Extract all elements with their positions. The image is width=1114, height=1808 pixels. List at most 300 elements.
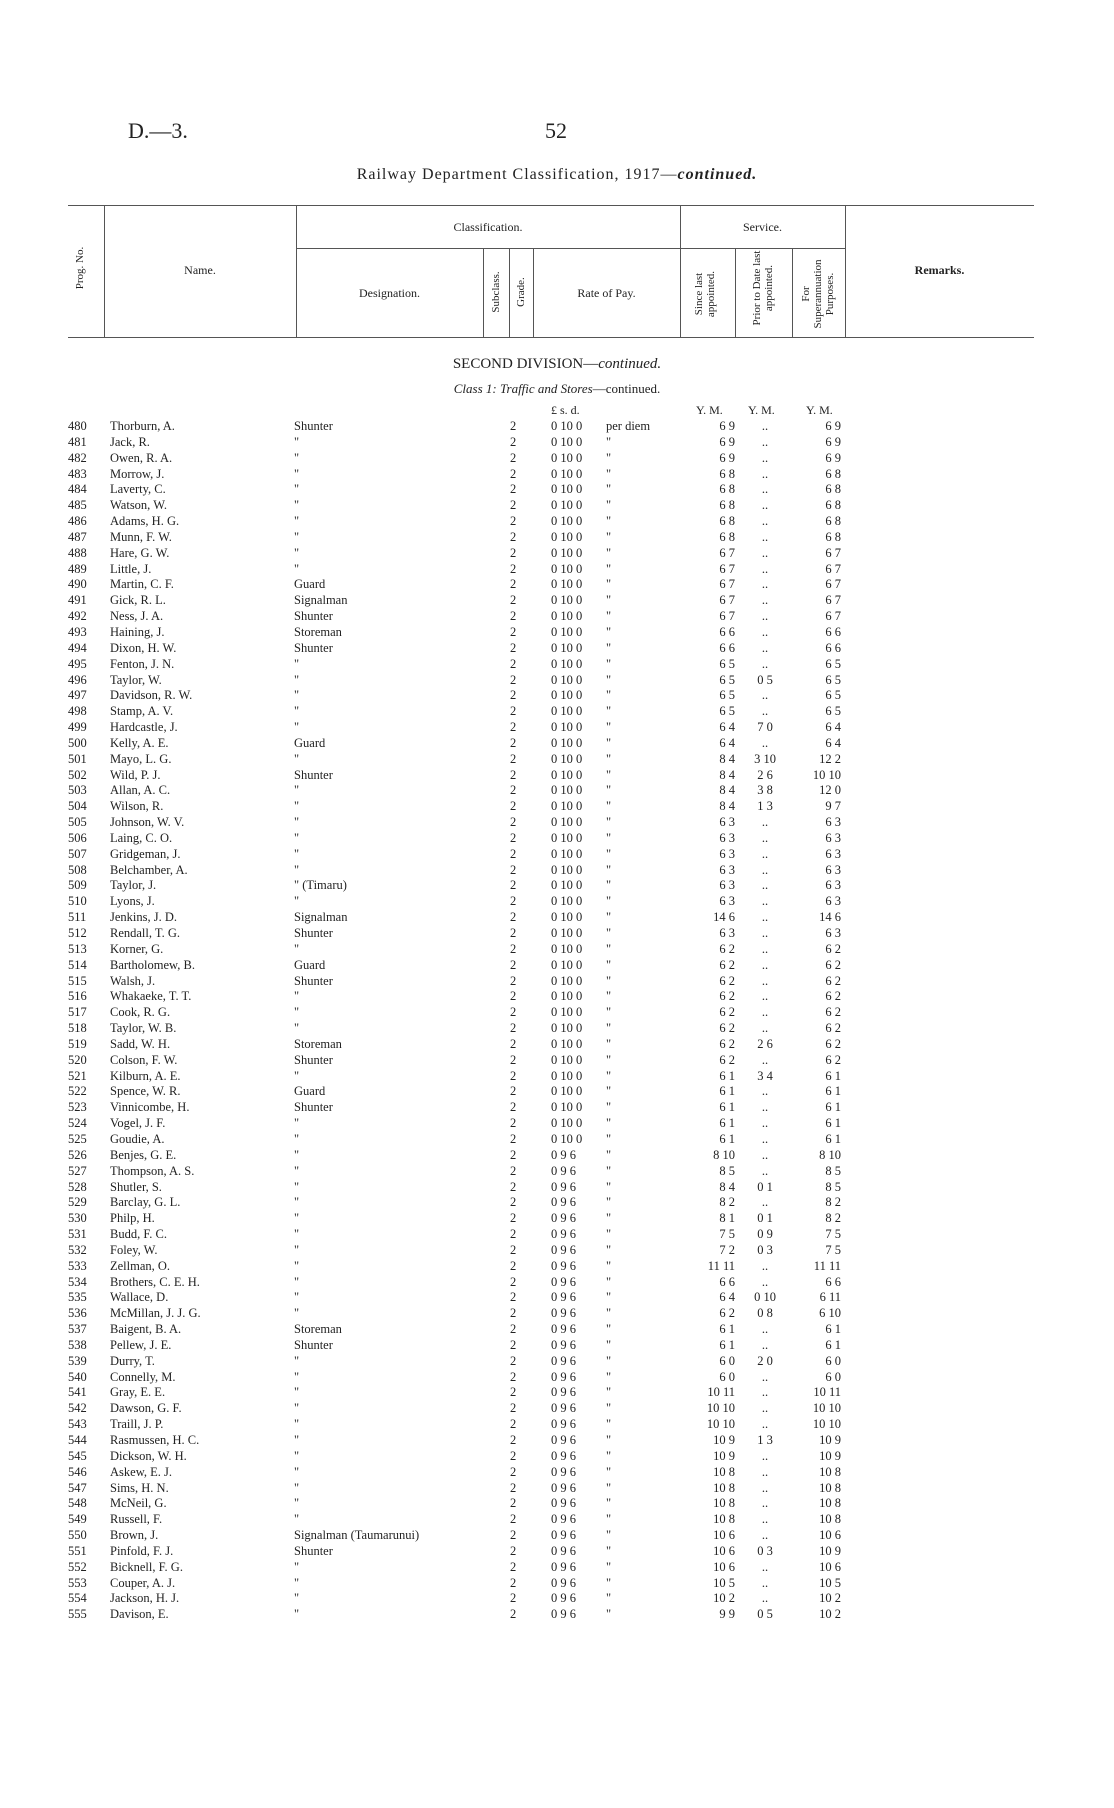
cell-prog-no: 522 (68, 1084, 87, 1099)
cell-prog-no: 494 (68, 640, 87, 655)
cell-prog-no: 487 (68, 529, 87, 544)
cell-prog-no: 488 (68, 545, 87, 560)
cell-rate-of-pay: 0 10 0 (551, 941, 583, 956)
cell-prior-to-date: .. (761, 1480, 769, 1495)
cell-name: Hare, G. W. (110, 545, 170, 560)
cell-since-last-appointed: 6 2 (719, 1036, 735, 1051)
cell-designation: Signalman (294, 910, 348, 925)
cell-prior-to-date: 0 5 (757, 672, 773, 687)
cell-since-last-appointed: 6 3 (719, 830, 735, 845)
cell-name: Barclay, G. L. (110, 1195, 181, 1210)
cell-per-diem: " (606, 624, 612, 639)
cell-name: Laverty, C. (110, 482, 166, 497)
cell-superannuation: 10 9 (819, 1433, 841, 1447)
cell-since-last-appointed: 6 5 (719, 656, 735, 671)
cell-since-last-appointed: 6 8 (719, 514, 735, 529)
cell-superannuation: 6 1 (825, 1337, 841, 1352)
cell-rate-of-pay: 0 9 6 (551, 1322, 576, 1337)
cell-grade: 2 (510, 1480, 517, 1495)
cell-prog-no: 555 (68, 1607, 87, 1622)
cell-per-diem: " (606, 862, 612, 877)
table-row (0, 1560, 1114, 1576)
cell-superannuation: 10 9 (819, 1448, 841, 1463)
cell-name: Goudie, A. (110, 1131, 165, 1146)
cell-since-last-appointed: 6 2 (719, 957, 735, 972)
header-name: Name. (184, 263, 216, 277)
cell-grade: 2 (510, 419, 517, 433)
cell-grade: 2 (510, 1591, 517, 1606)
cell-designation: " (294, 846, 300, 861)
cell-prior-to-date: 3 4 (757, 1068, 773, 1083)
cell-rate-of-pay: 0 9 6 (551, 1591, 576, 1606)
cell-per-diem: " (606, 640, 612, 655)
cell-superannuation: 6 1 (825, 1322, 841, 1337)
cell-designation: " (294, 1258, 300, 1273)
cell-grade: 2 (510, 1322, 517, 1337)
cell-prog-no: 517 (68, 1005, 87, 1020)
cell-rate-of-pay: 0 10 0 (551, 482, 583, 497)
table-row (0, 1449, 1114, 1465)
cell-per-diem: " (606, 1559, 612, 1574)
cell-grade: 2 (510, 466, 517, 481)
cell-per-diem: " (606, 466, 612, 481)
cell-superannuation: 6 9 (825, 419, 841, 433)
cell-designation: Guard (294, 957, 326, 972)
cell-rate-of-pay: 0 10 0 (551, 672, 583, 687)
cell-per-diem: " (606, 561, 612, 576)
cell-rate-of-pay: 0 9 6 (551, 1385, 576, 1400)
table-row (0, 1227, 1114, 1243)
cell-since-last-appointed: 8 4 (719, 1179, 735, 1194)
cell-prog-no: 549 (68, 1512, 87, 1527)
cell-per-diem: " (606, 751, 612, 766)
cell-grade: 2 (510, 545, 517, 560)
cell-name: Philp, H. (110, 1211, 155, 1226)
cell-designation: Shunter (294, 609, 333, 624)
cell-per-diem: " (606, 1591, 612, 1606)
cell-prog-no: 537 (68, 1322, 87, 1337)
cell-superannuation: 10 8 (819, 1496, 841, 1511)
cell-rate-of-pay: 0 10 0 (551, 545, 583, 560)
cell-rate-of-pay: 0 9 6 (551, 1496, 576, 1511)
cell-name: Munn, F. W. (110, 529, 172, 544)
cell-per-diem: " (606, 1274, 612, 1289)
cell-name: Taylor, W. B. (110, 1021, 177, 1036)
cell-per-diem: " (606, 910, 612, 925)
cell-name: Jackson, H. J. (110, 1591, 180, 1606)
cell-prior-to-date: 1 3 (757, 1433, 773, 1447)
cell-name: Pinfold, F. J. (110, 1543, 174, 1558)
cell-rate-of-pay: 0 10 0 (551, 1100, 583, 1115)
cell-prior-to-date: .. (761, 482, 769, 497)
cell-superannuation: 6 3 (825, 894, 841, 909)
cell-prior-to-date: 0 5 (757, 1607, 773, 1622)
cell-prog-no: 546 (68, 1464, 87, 1479)
table-row (0, 926, 1114, 942)
cell-rate-of-pay: 0 9 6 (551, 1528, 576, 1543)
cell-superannuation: 10 2 (819, 1607, 841, 1622)
cell-rate-of-pay: 0 10 0 (551, 1068, 583, 1083)
cell-grade: 2 (510, 1433, 517, 1447)
cell-prior-to-date: .. (761, 735, 769, 750)
cell-name: Pellew, J. E. (110, 1337, 172, 1352)
cell-prog-no: 523 (68, 1100, 87, 1115)
cell-grade: 2 (510, 1131, 517, 1146)
cell-superannuation: 10 10 (812, 1401, 841, 1416)
cell-grade: 2 (510, 941, 517, 956)
cell-prior-to-date: .. (761, 910, 769, 925)
cell-designation: " (294, 1005, 300, 1020)
cell-rate-of-pay: 0 10 0 (551, 751, 583, 766)
table-row (0, 1195, 1114, 1211)
cell-rate-of-pay: 0 10 0 (551, 529, 583, 544)
cell-prior-to-date: .. (761, 1591, 769, 1606)
cell-grade: 2 (510, 846, 517, 861)
cell-rate-of-pay: 0 10 0 (551, 1036, 583, 1051)
cell-designation: Guard (294, 735, 326, 750)
cell-name: Allan, A. C. (110, 783, 171, 798)
table-row (0, 1591, 1114, 1607)
cell-superannuation: 6 4 (825, 720, 841, 735)
cell-grade: 2 (510, 1242, 517, 1257)
cell-prior-to-date: .. (761, 1401, 769, 1416)
cell-superannuation: 14 6 (819, 910, 841, 925)
cell-prog-no: 485 (68, 498, 87, 513)
cell-grade: 2 (510, 1211, 517, 1226)
cell-rate-of-pay: 0 10 0 (551, 910, 583, 925)
table-row (0, 1465, 1114, 1481)
table-row (0, 752, 1114, 768)
cell-since-last-appointed: 6 1 (719, 1131, 735, 1146)
cell-prior-to-date: 7 0 (757, 720, 773, 735)
cell-name: Lyons, J. (110, 894, 155, 909)
cell-prior-to-date: .. (761, 434, 769, 449)
cell-per-diem: " (606, 1242, 612, 1257)
cell-rate-of-pay: 0 10 0 (551, 973, 583, 988)
cell-rate-of-pay: 0 9 6 (551, 1274, 576, 1289)
cell-rate-of-pay: 0 10 0 (551, 799, 583, 814)
cell-superannuation: 6 8 (825, 529, 841, 544)
cell-prog-no: 501 (68, 751, 87, 766)
cell-prior-to-date: .. (761, 529, 769, 544)
cell-name: Walsh, J. (110, 973, 156, 988)
cell-prior-to-date: .. (761, 878, 769, 893)
cell-designation: " (294, 1068, 300, 1083)
cell-per-diem: " (606, 1290, 612, 1305)
cell-name: Russell, F. (110, 1512, 163, 1527)
cell-name: Bicknell, F. G. (110, 1559, 183, 1574)
cell-prog-no: 544 (68, 1433, 87, 1447)
cell-superannuation: 10 9 (819, 1543, 841, 1558)
table-row (0, 435, 1114, 451)
cell-grade: 2 (510, 783, 517, 798)
cell-per-diem: " (606, 830, 612, 845)
cell-designation: " (294, 1306, 300, 1321)
cell-rate-of-pay: 0 10 0 (551, 862, 583, 877)
cell-grade: 2 (510, 989, 517, 1004)
cell-name: Korner, G. (110, 941, 164, 956)
cell-per-diem: " (606, 577, 612, 592)
cell-grade: 2 (510, 609, 517, 624)
cell-rate-of-pay: 0 10 0 (551, 926, 583, 940)
cell-prior-to-date: .. (761, 1100, 769, 1115)
cell-superannuation: 6 7 (825, 609, 841, 624)
cell-per-diem: " (606, 1131, 612, 1146)
cell-per-diem: " (606, 1005, 612, 1020)
cell-designation: Guard (294, 577, 326, 592)
cell-prior-to-date: .. (761, 514, 769, 529)
table-row (0, 577, 1114, 593)
cell-rate-of-pay: 0 10 0 (551, 1084, 583, 1099)
cell-per-diem: " (606, 767, 612, 782)
cell-since-last-appointed: 6 5 (719, 672, 735, 687)
cell-superannuation: 6 7 (825, 545, 841, 560)
cell-prior-to-date: .. (761, 1116, 769, 1131)
cell-grade: 2 (510, 1036, 517, 1051)
cell-grade: 2 (510, 1448, 517, 1463)
cell-name: Durry, T. (110, 1353, 155, 1368)
cell-superannuation: 6 1 (825, 1116, 841, 1131)
cell-since-last-appointed: 6 1 (719, 1100, 735, 1115)
cell-prior-to-date: 1 3 (757, 799, 773, 814)
cell-grade: 2 (510, 593, 517, 608)
cell-name: Mayo, L. G. (110, 751, 172, 766)
table-row (0, 704, 1114, 720)
cell-since-last-appointed: 6 5 (719, 704, 735, 719)
cell-name: Gridgeman, J. (110, 846, 181, 861)
cell-name: Watson, W. (110, 498, 167, 513)
cell-designation: " (294, 466, 300, 481)
cell-since-last-appointed: 6 3 (719, 846, 735, 861)
cell-prior-to-date: .. (761, 1337, 769, 1352)
cell-rate-of-pay: 0 10 0 (551, 783, 583, 798)
header-remarks: Remarks. (914, 263, 965, 277)
cell-prior-to-date: .. (761, 1417, 769, 1432)
cell-prior-to-date: .. (761, 830, 769, 845)
cell-prior-to-date: .. (761, 704, 769, 719)
cell-rate-of-pay: 0 10 0 (551, 466, 583, 481)
cell-per-diem: " (606, 957, 612, 972)
cell-grade: 2 (510, 1353, 517, 1368)
cell-since-last-appointed: 10 11 (707, 1385, 735, 1400)
cell-since-last-appointed: 9 9 (719, 1607, 735, 1622)
cell-rate-of-pay: 0 10 0 (551, 450, 583, 465)
cell-rate-of-pay: 0 9 6 (551, 1306, 576, 1321)
header-designation: Designation. (359, 286, 420, 300)
cell-rate-of-pay: 0 10 0 (551, 640, 583, 655)
cell-since-last-appointed: 8 4 (719, 767, 735, 782)
table-row (0, 1306, 1114, 1322)
cell-name: Dawson, G. F. (110, 1401, 182, 1416)
cell-per-diem: " (606, 529, 612, 544)
cell-designation: " (294, 561, 300, 576)
table-row (0, 482, 1114, 498)
cell-name: Rasmussen, H. C. (110, 1433, 200, 1447)
cell-prior-to-date: .. (761, 862, 769, 877)
section-heading (0, 356, 1114, 373)
table-row (0, 910, 1114, 926)
cell-since-last-appointed: 6 3 (719, 926, 735, 940)
cell-name: Couper, A. J. (110, 1575, 176, 1590)
cell-rate-of-pay: 0 9 6 (551, 1195, 576, 1210)
cell-prog-no: 545 (68, 1448, 87, 1463)
cell-since-last-appointed: 6 7 (719, 593, 735, 608)
cell-grade: 2 (510, 751, 517, 766)
cell-superannuation: 8 2 (825, 1211, 841, 1226)
table-row (0, 1322, 1114, 1338)
cell-rate-of-pay: 0 9 6 (551, 1258, 576, 1273)
cell-rate-of-pay: 0 9 6 (551, 1353, 576, 1368)
cell-rate-of-pay: 0 9 6 (551, 1433, 576, 1447)
cell-designation: " (294, 1116, 300, 1131)
cell-prog-no: 484 (68, 482, 87, 497)
cell-superannuation: 10 5 (819, 1575, 841, 1590)
cell-since-last-appointed: 6 9 (719, 434, 735, 449)
table-row (0, 1132, 1114, 1148)
cell-name: Thompson, A. S. (110, 1163, 195, 1178)
cell-prog-no: 507 (68, 846, 87, 861)
cell-grade: 2 (510, 1147, 517, 1162)
cell-designation: " (294, 1195, 300, 1210)
cell-superannuation: 6 0 (825, 1369, 841, 1384)
cell-per-diem: " (606, 1258, 612, 1273)
cell-prior-to-date: .. (761, 450, 769, 465)
cell-rate-of-pay: 0 9 6 (551, 1227, 576, 1242)
cell-per-diem: " (606, 1480, 612, 1495)
cell-grade: 2 (510, 1337, 517, 1352)
cell-prior-to-date: .. (761, 624, 769, 639)
cell-grade: 2 (510, 577, 517, 592)
cell-since-last-appointed: 10 9 (713, 1433, 735, 1447)
cell-since-last-appointed: 8 5 (719, 1163, 735, 1178)
cell-rate-of-pay: 0 9 6 (551, 1607, 576, 1622)
cell-since-last-appointed: 6 7 (719, 609, 735, 624)
cell-rate-of-pay: 0 9 6 (551, 1337, 576, 1352)
cell-rate-of-pay: 0 9 6 (551, 1179, 576, 1194)
cell-prog-no: 550 (68, 1528, 87, 1543)
cell-since-last-appointed: 6 4 (719, 720, 735, 735)
table-row (0, 1354, 1114, 1370)
cell-prior-to-date: 0 3 (757, 1242, 773, 1257)
cell-grade: 2 (510, 624, 517, 639)
class-tail: —continued. (592, 381, 661, 396)
cell-prior-to-date: .. (761, 815, 769, 830)
cell-superannuation: 6 8 (825, 514, 841, 529)
cell-since-last-appointed: 6 6 (719, 640, 735, 655)
cell-designation: " (294, 1227, 300, 1242)
cell-superannuation: 6 1 (825, 1068, 841, 1083)
cell-grade: 2 (510, 1306, 517, 1321)
cell-designation: " (294, 894, 300, 909)
cell-rate-of-pay: 0 10 0 (551, 577, 583, 592)
cell-name: Colson, F. W. (110, 1052, 178, 1067)
table-row (0, 657, 1114, 673)
header-superannuation: For Superannuation Purposes. (800, 259, 836, 329)
cell-prior-to-date: .. (761, 1195, 769, 1210)
cell-since-last-appointed: 10 9 (713, 1448, 735, 1463)
cell-prior-to-date: .. (761, 1528, 769, 1543)
cell-rate-of-pay: 0 9 6 (551, 1512, 576, 1527)
table-row (0, 1370, 1114, 1386)
table-row (0, 1021, 1114, 1037)
table-row (0, 1005, 1114, 1021)
cell-grade: 2 (510, 1417, 517, 1432)
cell-rate-of-pay: 0 9 6 (551, 1543, 576, 1558)
cell-name: Morrow, J. (110, 466, 165, 481)
cell-grade: 2 (510, 672, 517, 687)
table-row (0, 831, 1114, 847)
cell-prog-no: 542 (68, 1401, 87, 1416)
cell-since-last-appointed: 6 5 (719, 688, 735, 703)
cell-prog-no: 551 (68, 1543, 87, 1558)
cell-since-last-appointed: 8 4 (719, 783, 735, 798)
cell-superannuation: 10 10 (812, 767, 841, 782)
cell-designation: Shunter (294, 926, 333, 940)
table-row (0, 1037, 1114, 1053)
cell-name: Wilson, R. (110, 799, 164, 814)
cell-prior-to-date: .. (761, 545, 769, 560)
cell-since-last-appointed: 6 2 (719, 1306, 735, 1321)
cell-superannuation: 9 7 (825, 799, 841, 814)
table-row (0, 1069, 1114, 1085)
cell-prog-no: 527 (68, 1163, 87, 1178)
cell-per-diem: " (606, 593, 612, 608)
table-row (0, 593, 1114, 609)
cell-per-diem: " (606, 878, 612, 893)
cell-name: Ness, J. A. (110, 609, 164, 624)
cell-superannuation: 6 2 (825, 1021, 841, 1036)
cell-prog-no: 500 (68, 735, 87, 750)
cell-name: Foley, W. (110, 1242, 158, 1257)
cell-grade: 2 (510, 529, 517, 544)
cell-since-last-appointed: 6 2 (719, 1021, 735, 1036)
cell-per-diem: " (606, 672, 612, 687)
cell-since-last-appointed: 6 2 (719, 1005, 735, 1020)
cell-name: Davison, E. (110, 1607, 169, 1622)
cell-per-diem: " (606, 1211, 612, 1226)
cell-superannuation: 8 2 (825, 1195, 841, 1210)
cell-designation: Shunter (294, 1337, 333, 1352)
cell-grade: 2 (510, 957, 517, 972)
cell-prog-no: 492 (68, 609, 87, 624)
cell-designation: " (294, 1179, 300, 1194)
cell-designation: " (294, 1512, 300, 1527)
cell-prior-to-date: .. (761, 656, 769, 671)
cell-superannuation: 6 6 (825, 1274, 841, 1289)
cell-grade: 2 (510, 1179, 517, 1194)
cell-superannuation: 10 6 (819, 1528, 841, 1543)
cell-per-diem: " (606, 545, 612, 560)
cell-superannuation: 10 8 (819, 1512, 841, 1527)
cell-name: Stamp, A. V. (110, 704, 174, 719)
cell-designation: " (294, 1131, 300, 1146)
table-row (0, 894, 1114, 910)
cell-designation: " (294, 720, 300, 735)
cell-superannuation: 6 7 (825, 577, 841, 592)
cell-prior-to-date: .. (761, 498, 769, 513)
table-row (0, 942, 1114, 958)
cell-name: McNeil, G. (110, 1496, 167, 1511)
table-row (0, 989, 1114, 1005)
document-reference: D.—3. (128, 118, 188, 143)
cell-per-diem: " (606, 1163, 612, 1178)
cell-superannuation: 8 10 (819, 1147, 841, 1162)
cell-grade: 2 (510, 656, 517, 671)
cell-designation: " (294, 545, 300, 560)
cell-since-last-appointed: 6 1 (719, 1084, 735, 1099)
cell-name: Budd, F. C. (110, 1227, 168, 1242)
cell-name: McMillan, J. J. G. (110, 1306, 201, 1321)
